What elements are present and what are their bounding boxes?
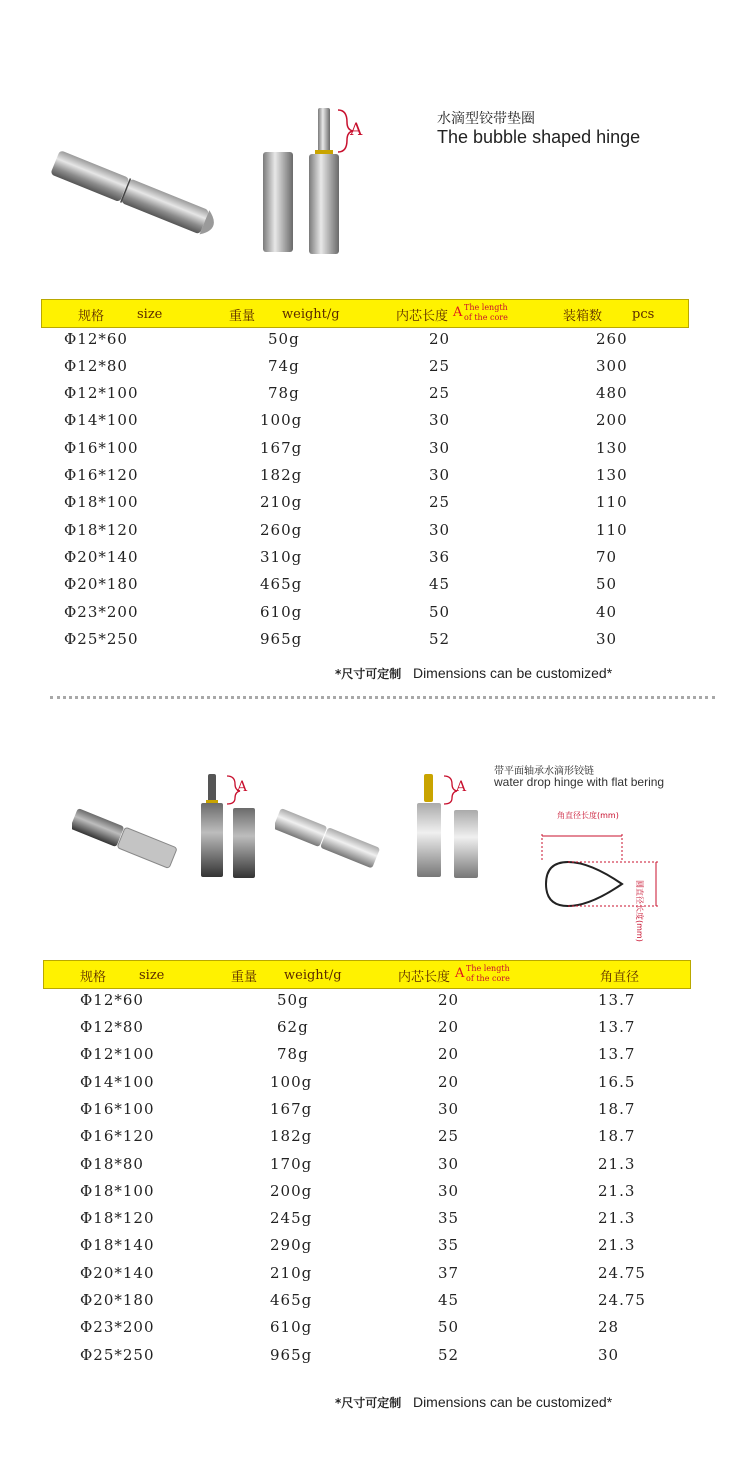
table-row: Φ12*60 50g 20 13.7 [80,991,636,1009]
silver-hinge-assembled-image [275,800,390,880]
a-label: A [350,120,363,140]
table-row: Φ18*100 210g 25 110 [64,493,628,511]
table-row: Φ12*100 78g 20 13.7 [80,1045,636,1063]
table-row: Φ20*140 310g 36 70 [64,548,618,566]
table-row: Φ18*120 245g 35 21.3 [80,1209,636,1227]
col-weight-cn: 重量 [231,970,258,985]
col-core-en1: The length [464,303,508,312]
col-size-en: size [137,307,163,322]
table-row: Φ14*100 100g 20 16.5 [80,1073,636,1091]
table-header [43,960,691,989]
col-weight-cn: 重量 [229,309,256,324]
col-core-cn: 内芯长度 [396,309,449,324]
col-weight-en: weight/g [284,968,342,983]
section-divider [50,696,715,699]
section-title-en: water drop hinge with flat bering [494,775,665,789]
table-row: Φ20*140 210g 37 24.75 [80,1264,646,1282]
customization-note [335,1394,612,1411]
section-title-cn: 水滴型铰带垫圈 [437,111,535,127]
table-row: Φ12*60 50g 20 260 [64,330,628,348]
table-row: Φ16*120 182g 25 18.7 [80,1127,636,1145]
table-row: Φ25*250 965g 52 30 [80,1346,620,1364]
col-core-a: A [453,305,463,320]
note-en: Dimensions can be customized* [412,1394,613,1410]
table-row: Φ14*100 100g 30 200 [64,411,628,429]
table-row: Φ12*80 74g 25 300 [64,357,628,375]
dark-hinge-parts-image [195,768,265,883]
table-row: Φ18*100 200g 30 21.3 [80,1182,636,1200]
table-header [41,299,689,328]
table-row: Φ20*180 465g 45 24.75 [80,1291,646,1309]
note-en: Dimensions can be customized* [412,665,613,681]
col-core-en1: The length [466,964,510,973]
col-size-en: size [139,968,165,983]
a-label-dark: A [237,779,248,795]
table-row: Φ12*80 62g 20 13.7 [80,1018,636,1036]
diagram-top-label: 角直径长度(mm) [557,811,619,820]
dark-hinge-assembled-image [72,800,187,880]
table-row: Φ16*100 167g 30 18.7 [80,1100,636,1118]
table-row: Φ25*250 965g 52 30 [64,630,618,648]
section-title-en: The bubble shaped hinge [437,127,641,147]
col-core-en2: of the core [464,313,508,322]
a-label-silver: A [456,779,467,795]
note-cn: *尺寸可定制 [335,1396,402,1410]
table-row: Φ16*100 167g 30 130 [64,439,628,457]
water-drop-diagram [530,820,670,920]
col-weight-en: weight/g [282,307,340,322]
col-core-cn: 内芯长度 [398,970,451,985]
section-title-cn: 带平面轴承水滴形铰链 [494,766,594,777]
col-diam-cn: 角直径 [600,970,640,985]
table-row: Φ23*200 610g 50 40 [64,603,618,621]
silver-hinge-parts-image [410,768,485,883]
table-row: Φ12*100 78g 25 480 [64,384,628,402]
diagram-side-label: 圆直径长度(mm) [635,880,644,942]
table-row: Φ18*140 290g 35 21.3 [80,1236,636,1254]
hinge-assembled-image [50,135,220,255]
col-size-cn: 规格 [80,970,107,985]
table-row: Φ16*120 182g 30 130 [64,466,628,484]
col-core-a: A [455,966,465,981]
col-core-en2: of the core [466,974,510,983]
table-row: Φ18*80 170g 30 21.3 [80,1155,636,1173]
col-size-cn: 规格 [78,309,105,324]
customization-note [335,665,612,682]
table-row: Φ23*200 610g 50 28 [80,1318,620,1336]
table-row: Φ20*180 465g 45 50 [64,575,618,593]
table-row: Φ18*120 260g 30 110 [64,521,628,539]
col-pack-en: pcs [632,307,655,322]
note-cn: *尺寸可定制 [335,667,402,681]
hinge-parts-image [255,100,365,260]
col-pack-cn: 装箱数 [563,309,603,324]
